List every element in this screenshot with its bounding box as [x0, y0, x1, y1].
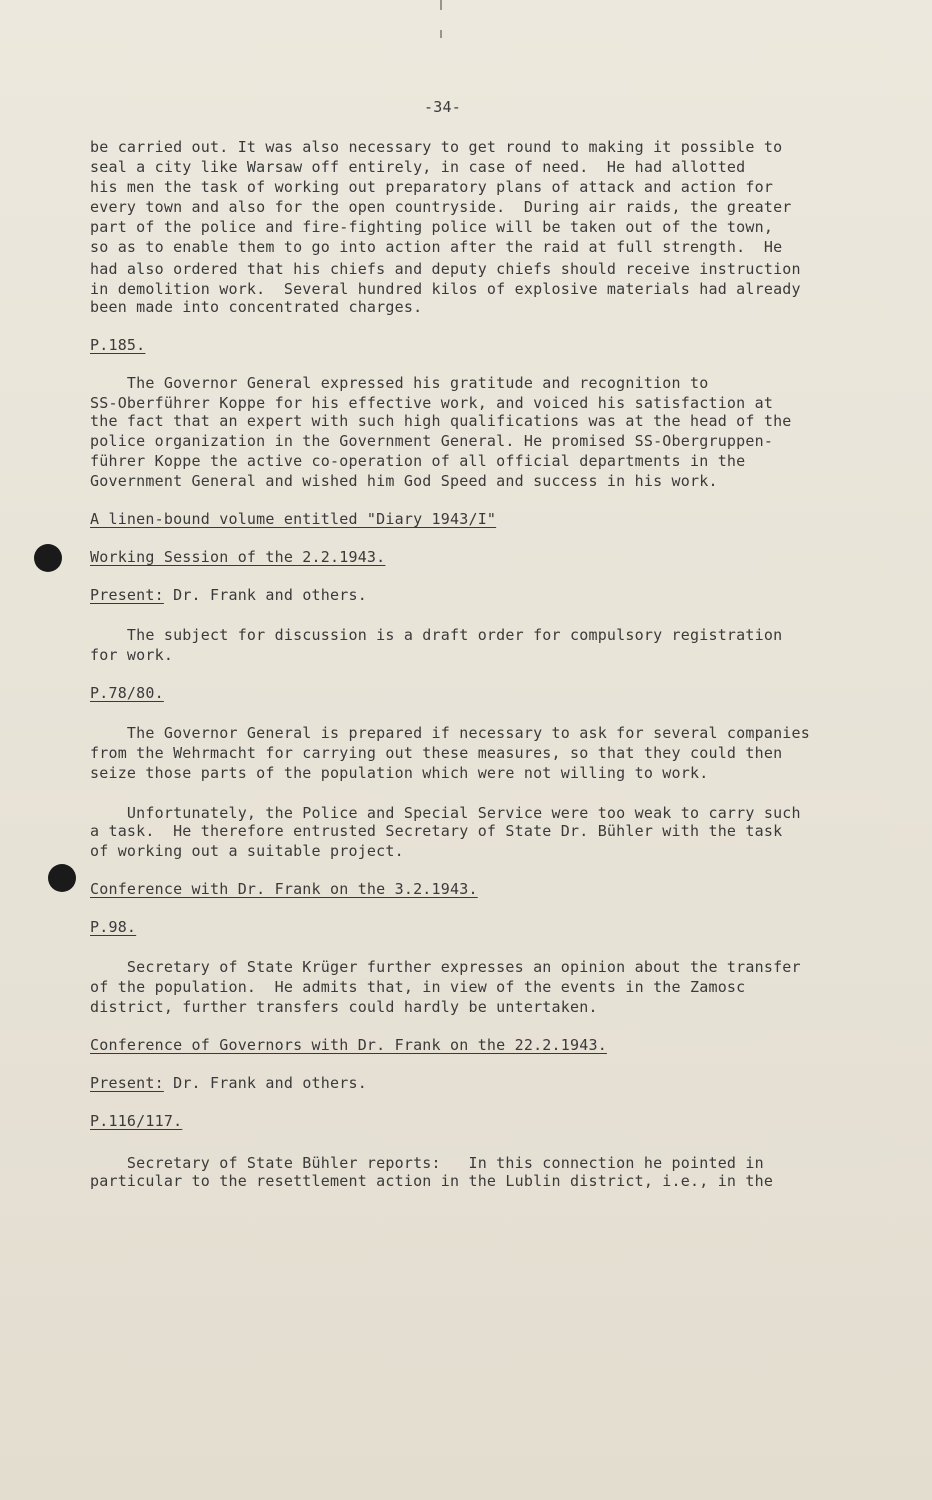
text-line: part of the police and fire-fighting police will be taken out of the town,	[90, 218, 774, 236]
present-line	[90, 586, 367, 604]
text-line: a task. He therefore entrusted Secretary of State Dr. Bühler with the task	[90, 822, 783, 840]
text-line: the fact that an expert with such high qualifications was at the head of the	[90, 412, 792, 430]
text-line: been made into concentrated charges.	[90, 298, 423, 316]
present-text: Dr. Frank and others.	[163, 586, 367, 604]
text-line: The Governor General is prepared if necessary to ask for several companies	[90, 724, 810, 742]
fold-mark	[440, 30, 442, 38]
text-line: be carried out. It was also necessary to get round to making it possible to	[90, 138, 783, 156]
page-reference: P.116/117.	[90, 1112, 183, 1130]
text-line: Government General and wished him God Speed and success in his work.	[90, 472, 718, 490]
punch-hole	[48, 864, 76, 892]
page-reference: P.185.	[90, 336, 146, 354]
text-line: seize those parts of the population which were not willing to work.	[90, 764, 709, 782]
text-line: from the Wehrmacht for carrying out these measures, so that they could then	[90, 744, 783, 762]
text-line: of working out a suitable project.	[90, 842, 404, 860]
present-text: Dr. Frank and others.	[163, 1074, 367, 1092]
text-line: of the population. He admits that, in view of the events in the Zamosc	[90, 978, 746, 996]
conference-heading: Conference of Governors with Dr. Frank on the 22.2.1943.	[90, 1036, 607, 1054]
text-line: particular to the resettlement action in the Lublin district, i.e., in the	[90, 1172, 774, 1190]
session-heading: Working Session of the 2.2.1943.	[90, 548, 386, 566]
text-line: his men the task of working out preparatory plans of attack and action for	[90, 178, 774, 196]
text-line: Secretary of State Bühler reports: In this connection he pointed in	[90, 1154, 764, 1172]
text-line: The subject for discussion is a draft order for compulsory registration	[90, 626, 783, 644]
text-line: in demolition work. Several hundred kilos of explosive materials had already	[90, 280, 801, 298]
page-reference: P.98.	[90, 918, 137, 936]
text-line: führer Koppe the active co-operation of all official departments in the	[90, 452, 746, 470]
page-number: -34-	[424, 98, 461, 116]
text-line: Unfortunately, the Police and Special Service were too weak to carry such	[90, 804, 801, 822]
text-line: Secretary of State Krüger further expresses an opinion about the transfer	[90, 958, 801, 976]
volume-heading: A linen-bound volume entitled "Diary 1943/I"	[90, 510, 497, 528]
text-line: police organization in the Government General. He promised SS-Obergruppen-	[90, 432, 774, 450]
text-line: The Governor General expressed his gratitude and recognition to	[90, 374, 709, 392]
conference-heading: Conference with Dr. Frank on the 3.2.1943.	[90, 880, 478, 898]
text-line: every town and also for the open countryside. During air raids, the greater	[90, 198, 792, 216]
text-line: seal a city like Warsaw off entirely, in case of need. He had allotted	[90, 158, 746, 176]
punch-hole	[34, 544, 62, 572]
present-line	[90, 1074, 367, 1092]
present-label: Present:	[90, 1074, 164, 1092]
fold-mark	[440, 0, 442, 10]
present-label: Present:	[90, 586, 164, 604]
text-line: SS-Oberführer Koppe for his effective work, and voiced his satisfaction at	[90, 394, 774, 412]
text-line: district, further transfers could hardly be untertaken.	[90, 998, 598, 1016]
text-line: had also ordered that his chiefs and deputy chiefs should receive instruction	[90, 260, 801, 278]
text-line: so as to enable them to go into action after the raid at full strength. He	[90, 238, 783, 256]
page-reference: P.78/80.	[90, 684, 164, 702]
text-line: for work.	[90, 646, 174, 664]
